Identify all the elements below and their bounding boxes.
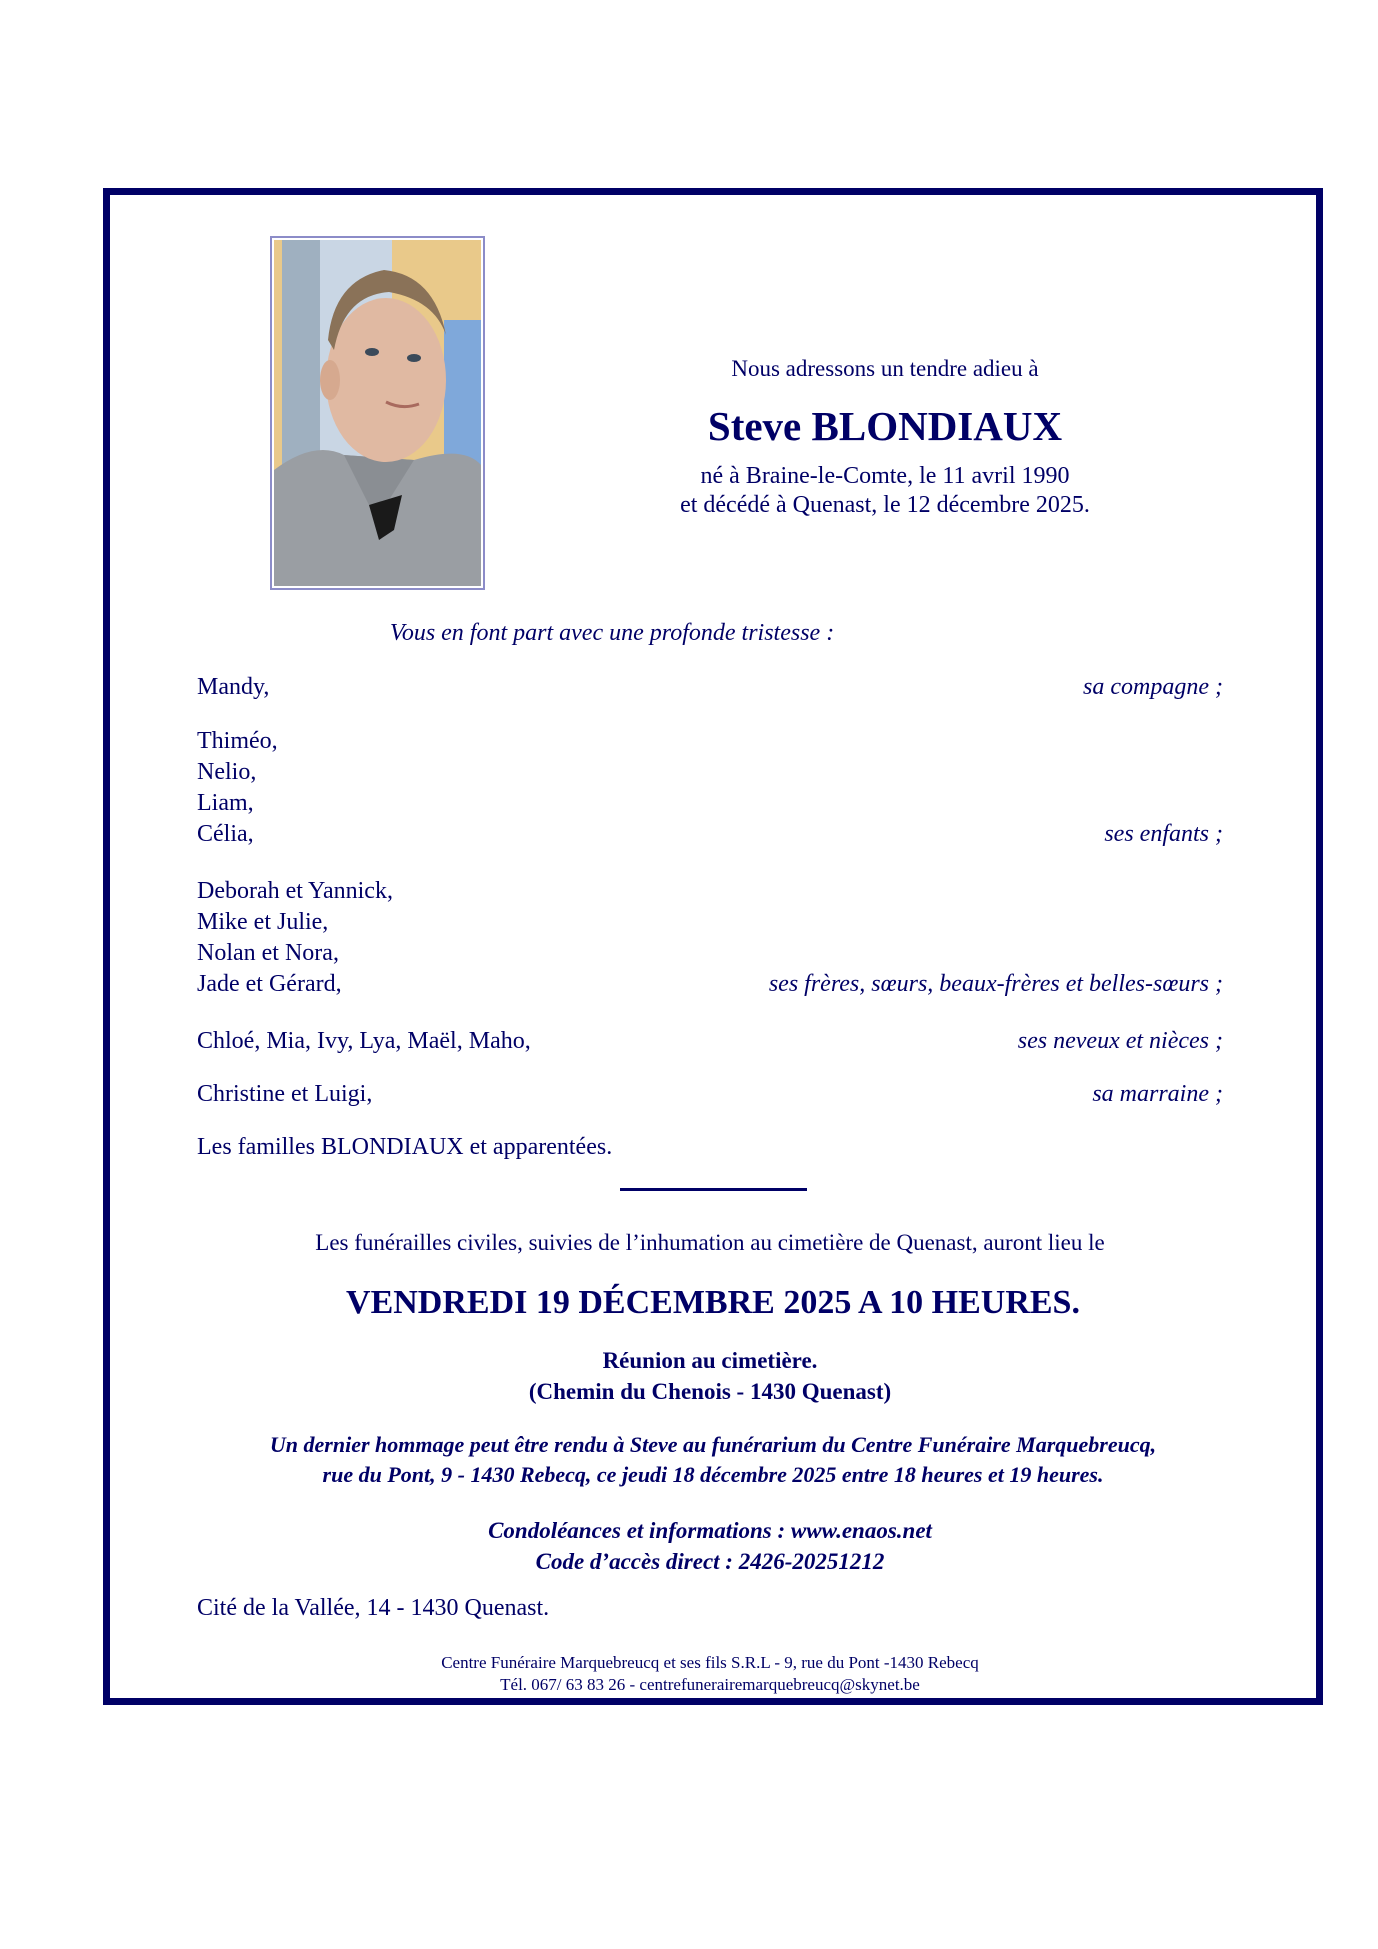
- family-row: [197, 672, 1223, 703]
- family-row: [197, 1026, 1223, 1057]
- family-group-nephews: [197, 1026, 1223, 1057]
- family-name: Mandy,: [197, 674, 270, 700]
- condolences-link[interactable]: Condoléances et informations : www.enaos.net: [488, 1518, 932, 1543]
- access-code: Code d’accès direct : 2426-20251212: [535, 1549, 885, 1574]
- section-divider: [620, 1188, 807, 1191]
- family-name: Jade et Gérard,: [197, 971, 342, 997]
- family-group-partner: [197, 672, 1223, 703]
- photo-background-pillar: [282, 240, 320, 480]
- meeting-line: Réunion au cimetière.: [602, 1348, 818, 1373]
- family-group-siblings: [197, 876, 1223, 1000]
- family-relation: sa compagne ;: [1083, 674, 1223, 700]
- funeral-home-contact[interactable]: Tél. 067/ 63 83 26 - centrefunerairemarquebreucq@skynet.be: [500, 1675, 920, 1694]
- family-name: Thiméo,: [197, 728, 278, 754]
- family-name: Christine et Luigi,: [197, 1081, 373, 1107]
- condolences-block: [197, 1515, 1223, 1577]
- family-row: [197, 819, 1223, 850]
- family-announcement: Vous en font part avec une profonde tristesse :: [389, 620, 835, 646]
- funeral-home-address: Centre Funéraire Marquebreucq et ses fils S.R.L - 9, rue du Pont -1430 Rebecq: [441, 1653, 979, 1672]
- family-group-extended: [197, 1132, 1223, 1163]
- family-group-children: [197, 726, 1223, 850]
- deceased-name: Steve BLONDIAUX: [707, 403, 1063, 449]
- funerals-text: Les funérailles civiles, suivies de l’inhumation au cimetière de Quenast, auront lieu le: [315, 1230, 1105, 1255]
- ceremony-date-time: VENDREDI 19 DÉCEMBRE 2025 A 10 HEURES.: [346, 1284, 1080, 1321]
- family-name: Liam,: [197, 790, 254, 816]
- portrait-photo: [270, 236, 485, 590]
- photo-eye-right: [407, 354, 421, 362]
- family-name: Nelio,: [197, 759, 257, 785]
- homage-notice: [150, 1430, 1276, 1490]
- meeting-address: (Chemin du Chenois - 1430 Quenast): [528, 1379, 892, 1404]
- family-relation: sa marraine ;: [1092, 1081, 1223, 1107]
- family-name: Les familles BLONDIAUX et apparentées.: [197, 1134, 613, 1160]
- photo-eye-left: [365, 348, 379, 356]
- photo-face: [326, 298, 446, 462]
- portrait-photo-image: [274, 240, 481, 586]
- homage-line: rue du Pont, 9 - 1430 Rebecq, ce jeudi 18 décembre 2025 entre 18 heures et 19 heures.: [322, 1462, 1104, 1487]
- family-address: Cité de la Vallée, 14 - 1430 Quenast.: [197, 1595, 550, 1621]
- death-line: et décédé à Quenast, le 12 décembre 2025.: [680, 492, 1090, 518]
- meeting-place: [197, 1345, 1223, 1407]
- family-group-godmother: [197, 1079, 1223, 1110]
- birth-death-block: [560, 462, 1210, 520]
- homage-line: Un dernier hommage peut être rendu à Steve au funérarium du Centre Funéraire Marquebreucq,: [269, 1432, 1157, 1457]
- birth-line: né à Braine-le-Comte, le 11 avril 1990: [700, 463, 1070, 489]
- family-name: Célia,: [197, 821, 254, 847]
- intro-text: Nous adressons un tendre adieu à: [731, 356, 1039, 381]
- photo-ear: [320, 360, 340, 400]
- family-name: Mike et Julie,: [197, 909, 329, 935]
- family-name: Deborah et Yannick,: [197, 878, 393, 904]
- family-row: [197, 969, 1223, 1000]
- family-relation: ses frères, sœurs, beaux-frères et belles-sœurs ;: [768, 971, 1223, 997]
- family-name: Nolan et Nora,: [197, 940, 339, 966]
- family-row: [197, 1079, 1223, 1110]
- family-relation: ses enfants ;: [1104, 821, 1223, 847]
- funeral-home-footer: [197, 1652, 1223, 1696]
- family-relation: ses neveux et nièces ;: [1017, 1028, 1223, 1054]
- family-name: Chloé, Mia, Ivy, Lya, Maël, Maho,: [197, 1028, 531, 1054]
